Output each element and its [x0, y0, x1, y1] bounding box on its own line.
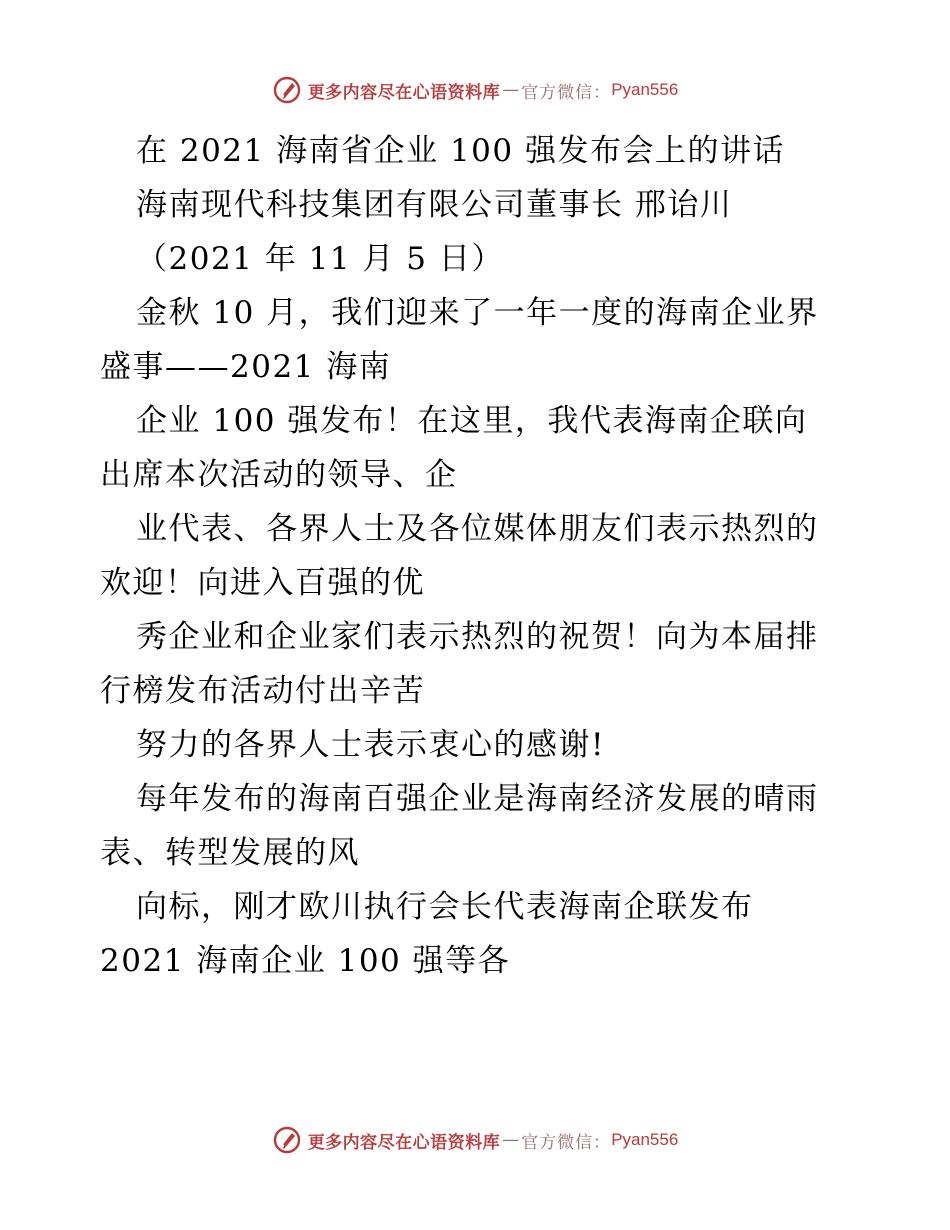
- watermark-wechat-id: Pyan556: [611, 80, 679, 99]
- paragraph-line: 努力的各界人士表示衷心的感谢!: [136, 727, 605, 763]
- paragraph-line: 每年发布的海南百强企业是海南经济发展的晴雨: [136, 781, 819, 817]
- paragraph-line: 表、转型发展的风: [100, 835, 360, 871]
- paragraph-line: 向标，刚才欧川执行会长代表海南企联发布: [136, 889, 754, 925]
- watermark-text: 更多内容尽在心语资料库: [307, 1132, 501, 1153]
- watermark-wechat-id: Pyan556: [611, 1130, 679, 1149]
- footer-watermark: [0, 1120, 950, 1160]
- paragraph-line: 盛事——2021 海南: [100, 349, 392, 385]
- paragraph-line: 金秋 10 月，我们迎来了一年一度的海南企业界: [136, 295, 819, 331]
- document-date: （2021 年 11 月 5 日）: [136, 241, 504, 277]
- pen-logo-icon: [272, 1125, 302, 1155]
- watermark-wechat-label: 官方微信：: [521, 82, 612, 103]
- watermark-separator: —: [502, 1130, 520, 1150]
- paragraph-line: 行榜发布活动付出辛苦: [100, 673, 425, 709]
- document-speaker: 海南现代科技集团有限公司董事长 邢诒川: [136, 187, 733, 223]
- paragraph-line: 欢迎！向进入百强的优: [100, 565, 425, 601]
- paragraph-line: 企业 100 强发布！在这里，我代表海南企联向: [136, 403, 808, 439]
- document-title: 在 2021 海南省企业 100 强发布会上的讲话: [136, 133, 785, 169]
- paragraph-line: 秀企业和企业家们表示热烈的祝贺！向为本届排: [136, 619, 819, 655]
- watermark-wechat-label: 官方微信：: [521, 1132, 612, 1153]
- paragraph-line: 2021 海南企业 100 强等各: [100, 943, 511, 979]
- paragraph-line: 业代表、各界人士及各位媒体朋友们表示热烈的: [136, 511, 819, 547]
- watermark-separator: —: [502, 80, 520, 100]
- watermark-text: 更多内容尽在心语资料库: [307, 82, 501, 103]
- header-watermark: [0, 70, 950, 110]
- paragraph-line: 出席本次活动的领导、企: [100, 457, 458, 493]
- pen-logo-icon: [272, 75, 302, 105]
- document-body: [100, 124, 860, 988]
